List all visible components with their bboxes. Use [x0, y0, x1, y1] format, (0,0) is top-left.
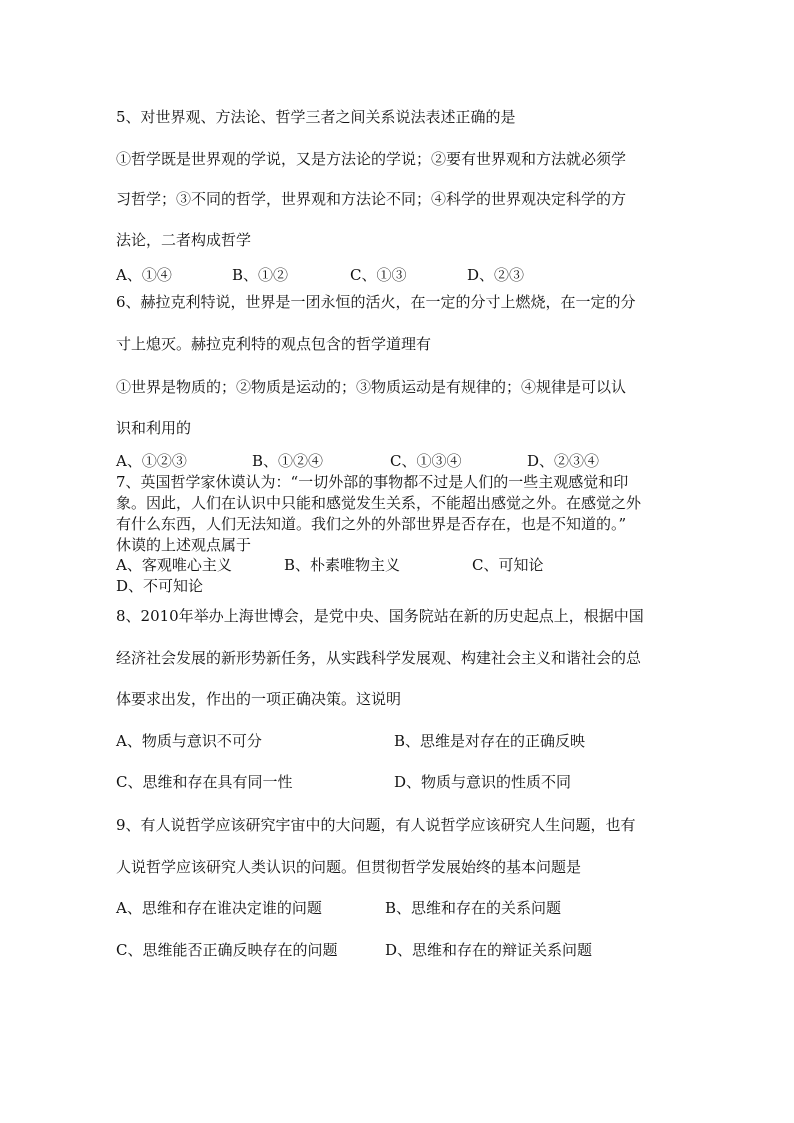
- question-6-statements-end: 识和利用的: [116, 419, 192, 437]
- question-9-prompt: 人说哲学应该研究人类认识的问题。但贯彻哲学发展始终的基本问题是: [116, 858, 582, 876]
- question-6-stem: 6、赫拉克利特说，世界是一团永恒的活火，在一定的分寸上燃烧，在一定的分: [116, 293, 636, 311]
- question-8-stem-cont: 经济社会发展的新形势新任务，从实践科学发展观、构建社会主义和谐社会的总: [116, 649, 642, 667]
- question-6-stem-cont: 寸上熄灭。赫拉克利特的观点包含的哲学道理有: [116, 335, 432, 353]
- question-9-stem: 9、有人说哲学应该研究宇宙中的大问题，有人说哲学应该研究人生问题，也有: [116, 816, 636, 834]
- question-7-option-a[interactable]: A、客观唯心主义: [116, 556, 232, 574]
- question-5-option-a[interactable]: A、①④: [116, 266, 172, 284]
- question-8-option-a[interactable]: A、物质与意识不可分: [116, 732, 262, 750]
- question-9-option-d[interactable]: D、思维和存在的辩证关系问题: [385, 941, 593, 959]
- question-9-option-b[interactable]: B、思维和存在的关系问题: [385, 899, 562, 917]
- question-8-stem: 8、2010年举办上海世博会，是党中央、国务院站在新的历史起点上，根据中国: [116, 607, 644, 625]
- question-6-option-b[interactable]: B、①②④: [252, 452, 324, 470]
- question-5-option-c[interactable]: C、①③: [350, 266, 407, 284]
- question-7-stem: 7、英国哲学家休谟认为：“一切外部的事物都不过是人们的一些主观感觉和印: [116, 473, 629, 491]
- question-5-statements: ①哲学既是世界观的学说，又是方法论的学说；②要有世界观和方法就必须学: [116, 150, 627, 168]
- question-9-option-c[interactable]: C、思维能否正确反映存在的问题: [116, 941, 338, 959]
- question-5-statements-end: 法论，二者构成哲学: [116, 231, 252, 249]
- question-6-option-d[interactable]: D、②③④: [527, 452, 600, 470]
- question-7-stem-cont: 象。因此，人们在认识中只能和感觉发生关系，不能超出感觉之外。在感觉之外: [116, 494, 642, 512]
- question-6-statements: ①世界是物质的；②物质是运动的；③物质运动是有规律的；④规律是可以认: [116, 378, 627, 396]
- question-7-option-d[interactable]: D、不可知论: [116, 577, 204, 595]
- question-6-option-c[interactable]: C、①③④: [390, 452, 462, 470]
- question-8-option-d[interactable]: D、物质与意识的性质不同: [394, 773, 572, 791]
- question-5-statements-cont: 习哲学；③不同的哲学，世界观和方法论不同；④科学的世界观决定科学的方: [116, 190, 627, 208]
- question-7-option-b[interactable]: B、朴素唯物主义: [284, 556, 401, 574]
- question-9-option-a[interactable]: A、思维和存在谁决定谁的问题: [116, 899, 322, 917]
- question-7-prompt: 休谟的上述观点属于: [116, 536, 252, 554]
- question-5-stem: 5、对世界观、方法论、哲学三者之间关系说法表述正确的是: [116, 108, 516, 126]
- question-8-option-b[interactable]: B、思维是对存在的正确反映: [394, 732, 586, 750]
- question-7-option-c[interactable]: C、可知论: [472, 556, 544, 574]
- question-5-option-d[interactable]: D、②③: [467, 266, 525, 284]
- question-8-option-c[interactable]: C、思维和存在具有同一性: [116, 773, 293, 791]
- question-5-option-b[interactable]: B、①②: [232, 266, 289, 284]
- question-6-option-a[interactable]: A、①②③: [116, 452, 187, 470]
- question-8-prompt: 体要求出发，作出的一项正确决策。这说明: [116, 690, 402, 708]
- question-7-stem-cont-2: 有什么东西，人们无法知道。我们之外的外部世界是否存在，也是不知道的。”: [116, 515, 627, 533]
